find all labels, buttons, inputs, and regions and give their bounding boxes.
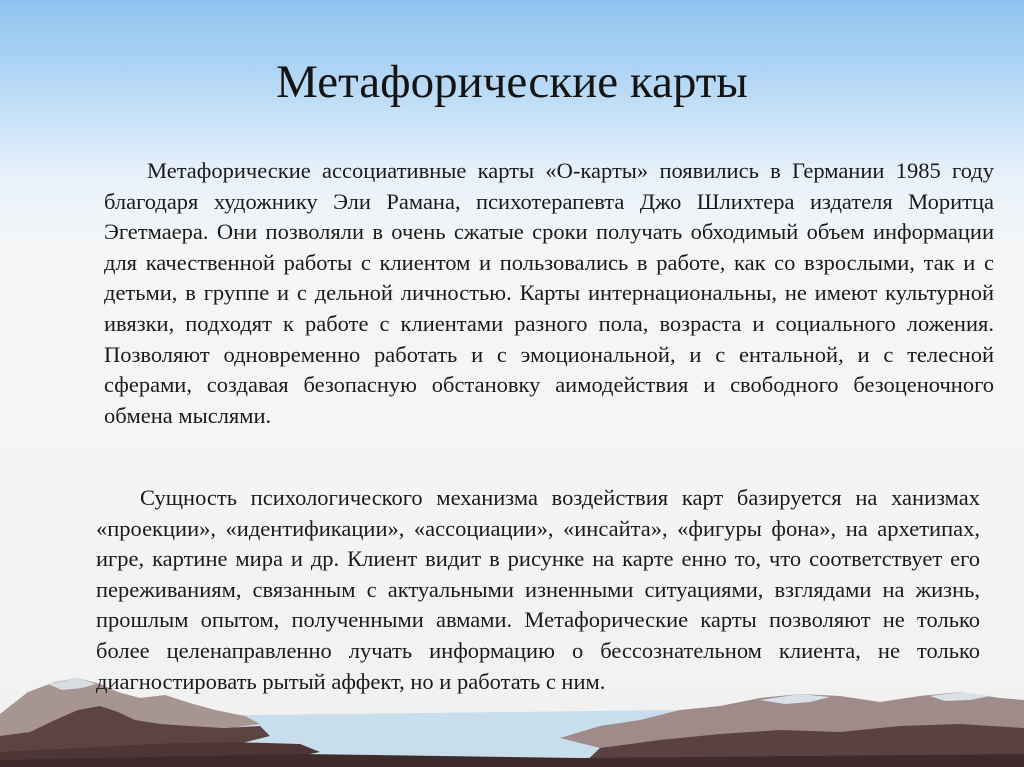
body-paragraph-1: Метафорические ассоциативные карты «О-карты» появились в Германии 1985 году благодаря художнику Эли Рамана, психотерапевта Джо Шлихтера издателя Моритца Эгетмаера. Они позволяли в очень сжатые сроки получать обходимый объем информации для качественной работы с клиентом и пользовались в работе, как со взрослыми, так и с детьми, в группе и с дельной личностью. Карты интернациональны, не имеют культурной ивязки, подходят к работе с клиентами разного пола, возраста и социального ложения. Позволяют одновременно работать и с эмоциональной, и с ентальной, и с телесной сферами, создавая безопасную обстановку аимодействия и свободного безоценочного обмена мыслями. [104,158,994,428]
body-paragraph-2: Сущность психологического механизма воздействия карт базируется на ханизмах «проекции», «идентификации», «ассоциации», «инсайта», «фигуры фона», на архетипах, игре, картине мира и др. Клиент видит в рисунке на карте енно то, что соответствует его переживаниям, связанным с актуальными изненными ситуациями, взглядами на жизнь, прошлым опытом, полученными авмами. Метафорические карты позволяют не только более целенаправленно лучать информацию о бессознательном клиента, не только диагностировать рытый аффект, но и работать с ним. [96,485,980,694]
slide-title: Метафорические карты [276,56,748,108]
